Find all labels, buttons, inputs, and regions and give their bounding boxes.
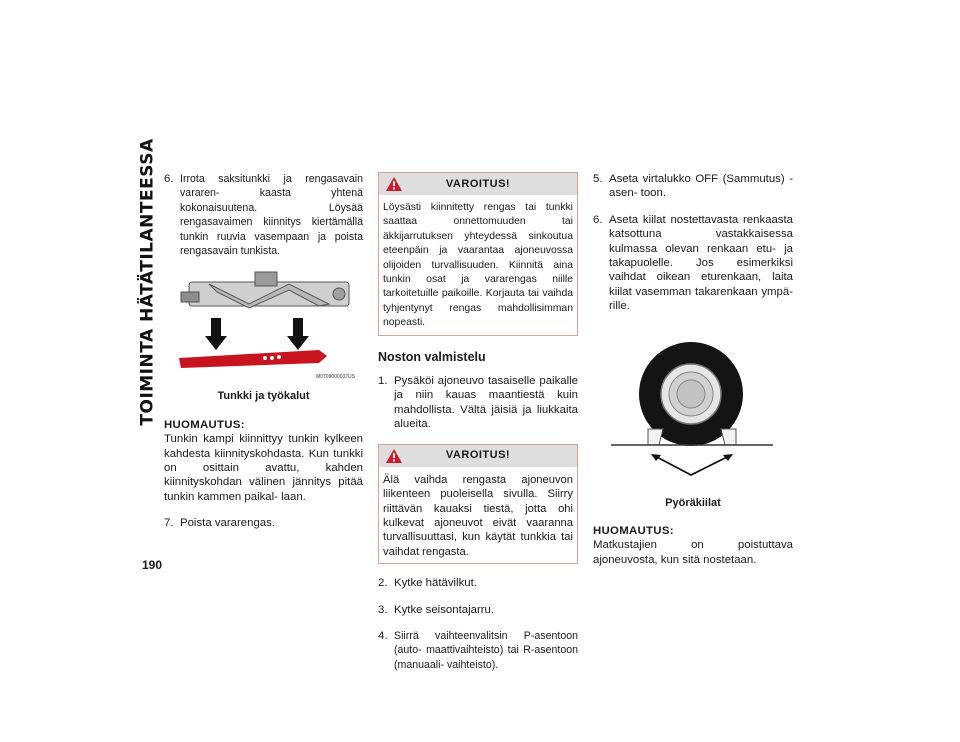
figure-code: M0709000037US: [315, 374, 355, 381]
step-7: [164, 516, 363, 530]
step-number: 5.: [593, 173, 603, 185]
step-1: [378, 374, 578, 432]
figure-caption: Tunkki ja työkalut: [217, 390, 310, 403]
step-text: Kytke hätävilkut.: [394, 577, 477, 590]
step-number: 2.: [378, 577, 388, 590]
step-text: Pysäköi ajoneuvo tasaiselle paikalle ja niin kauas maantiestä kuin mahdollista. Vältä jäisiä ja liukkaita alueita.: [394, 375, 578, 431]
step-text: Aseta virtalukko OFF (Sammutus) -asen- toon.: [609, 173, 793, 200]
warning-header: [379, 173, 577, 195]
note-text: Matkustajien on poistuttava ajoneuvosta, kun sitä nostetaan.: [593, 539, 793, 566]
down-arrow-icon: [287, 318, 309, 350]
step-number: 6.: [593, 213, 603, 226]
warning-triangle-icon: [385, 448, 403, 464]
column-2: [378, 172, 578, 684]
warning-triangle-icon: [385, 176, 403, 192]
figure-caption: Pyöräkiilat: [665, 496, 721, 509]
page-number: 190: [142, 558, 163, 572]
jack-and-tools-figure: [169, 270, 359, 385]
warning-title: VAROITUS!: [445, 177, 511, 190]
arrow-icon: [653, 455, 731, 475]
section-title: Noston valmistelu: [378, 349, 486, 364]
step-6-chocks: [593, 213, 793, 314]
step-2: [378, 576, 578, 590]
step-number: 4.: [378, 629, 388, 642]
warning-text: Löysästi kiinnitetty rengas tai tunkki saattaa onnettomuuden tai äkkijarrutuksen yhteydessä sinkoutua eteenpäin ja vaarantaa ajoneuvossa olijoiden turvallisuuden. Kiinnitä aina tunkin osat ja vararengas niille tarkoitetuille paikoille. Korjauta tai vaihda tyhjentynyt rengas mahdollisimman nopeasti.: [383, 202, 573, 329]
step-number: 7.: [164, 517, 174, 530]
warning-text: Älä vaihda rengasta ajoneuvon liikenteen puoleisella sivulla. Siirry riittävän kauaksi tiestä, jotta ohi kulkevat ajoneuvot eivät vaaranna turvallisuuttasi, kun käytät tunkkia tai vaihdat rengasta.: [383, 473, 573, 558]
step-3: [378, 603, 578, 617]
warning-header: [379, 445, 577, 467]
jack-handle-icon: [179, 350, 327, 368]
step-4: [378, 629, 578, 672]
side-tab-label: TOIMINTA HÄTÄTILANTEESSA: [138, 138, 158, 426]
note-text: Tunkin kampi kiinnittyy tunkin kylkeen kahdesta kiinnityskohdasta. Kun tunkki on osittain avattu, kahden kiinnityskohdan välinen jännitys pitää tunkin kammen paikal- laan.: [164, 433, 363, 503]
down-arrow-icon: [205, 318, 227, 350]
note-title: HUOMAUTUS:: [593, 525, 674, 538]
step-text: Aseta kiilat nostettavasta renkaasta katsottuna vastakkaisessa kulmassa olevan renkaan etu- ja takapuolelle. Jos esimerkiksi vaihdat oikean eturenkaan, laita kiilat vasemman takarenkaan ympä- rille.: [609, 213, 793, 313]
wheel-chocks-figure: [593, 332, 793, 492]
step-6-jack: [164, 172, 363, 258]
step-5: [593, 172, 793, 201]
step-number: 6.: [164, 173, 174, 185]
warning-title: VAROITUS!: [445, 449, 511, 462]
scissor-jack-icon: [181, 272, 349, 308]
side-tab: [138, 138, 158, 426]
step-text: Kytke seisontajarru.: [394, 603, 495, 616]
step-text: Poista vararengas.: [180, 517, 275, 530]
column-1: [164, 172, 363, 543]
warning-box-1: [378, 172, 578, 336]
column-3: [593, 172, 793, 579]
note-title: HUOMAUTUS:: [164, 418, 245, 431]
step-number: 3.: [378, 603, 388, 616]
step-text: Irrota saksitunkki ja rengasavain vararen- kaasta yhtenä kokonaisuutena. Löysää rengasavaimen kiinnitys kiertämällä tunkin ruuvia vasempaan ja poista rengasavain tunkista.: [180, 173, 363, 258]
step-number: 1.: [378, 375, 388, 388]
step-text: Siirrä vaihteenvalitsin P-asentoon (auto- maattivaihteisto) tai R-asentoon (manuaali- vaihteisto).: [394, 629, 578, 671]
warning-box-2: [378, 444, 578, 564]
